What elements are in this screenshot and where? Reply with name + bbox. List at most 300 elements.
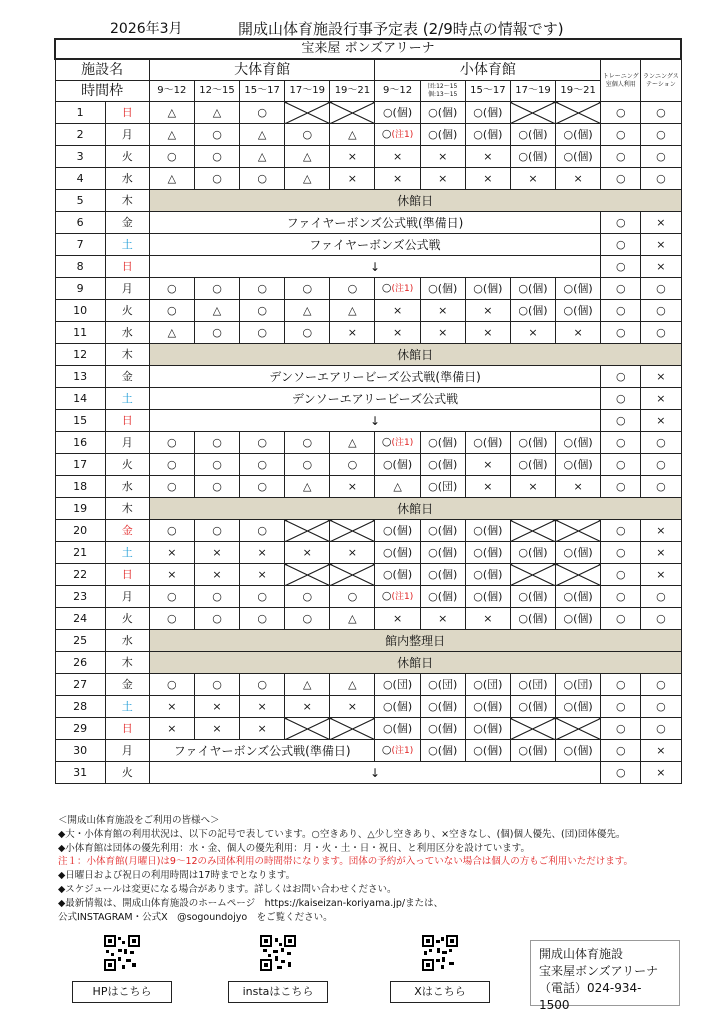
large-gym-slot: 9～12 xyxy=(149,81,194,102)
day-of-week: 月 xyxy=(105,278,149,300)
day-of-week: 木 xyxy=(105,498,149,520)
page-header xyxy=(0,14,724,38)
unavailable-cell xyxy=(285,520,330,542)
unavailable-cell xyxy=(556,718,601,740)
slot-status: ○(個) xyxy=(556,586,601,608)
contact-phone: （電話）024-934-1500 xyxy=(539,981,642,1012)
event-banner: デンソーエアリービーズ公式戦(準備日) xyxy=(149,366,600,388)
note-line: ◆小体育館は団体の優先利用：水・金、個人の優先利用：月・火・土・日・祝日、と利用区分を設けています。 xyxy=(58,842,531,854)
day-number: 20 xyxy=(55,520,105,542)
slot-status: ○ xyxy=(601,300,641,322)
note-line: 公式INSTAGRAM・公式X @sogoundojyo をご覧ください。 xyxy=(58,911,333,923)
slot-status: ○(個) xyxy=(375,542,420,564)
event-banner: ファイヤーボンズ公式戦(準備日) xyxy=(149,212,600,234)
slot-status: ○ xyxy=(240,278,285,300)
slot-status: ○ xyxy=(641,696,681,718)
day-number: 7 xyxy=(55,234,105,256)
slot-status: ○ xyxy=(641,608,681,630)
unavailable-cell xyxy=(330,520,375,542)
slot-status: ○ xyxy=(149,146,194,168)
day-number: 9 xyxy=(55,278,105,300)
slot-status: × xyxy=(240,564,285,586)
day-of-week: 火 xyxy=(105,454,149,476)
event-banner: ↓ xyxy=(149,256,600,278)
slot-status: × xyxy=(375,300,420,322)
unavailable-cell xyxy=(330,718,375,740)
slot-status: ○(個) xyxy=(556,696,601,718)
note1-mark: (注1) xyxy=(391,130,414,140)
slot-status: △ xyxy=(285,146,330,168)
closed-day-banner: 休館日 xyxy=(149,498,681,520)
slot-status: ○ xyxy=(149,476,194,498)
small-gym-slot: 団:12～15 個:13～15 xyxy=(420,81,465,102)
day-row xyxy=(55,432,681,454)
slot-status: ○ xyxy=(149,674,194,696)
slot-status: ○(個) xyxy=(556,146,601,168)
event-banner: ↓ xyxy=(149,762,600,784)
venue-name: 宝来屋 ボンズアリーナ xyxy=(55,39,681,59)
note1-mark: (注1) xyxy=(391,746,414,756)
slot-status: ○ xyxy=(149,300,194,322)
schedule-table xyxy=(54,38,682,784)
slot-status: ○(団) xyxy=(556,674,601,696)
slot-status: ○(個) xyxy=(375,696,420,718)
slot-status: ○(個) xyxy=(510,586,555,608)
slot-status: ○ xyxy=(641,168,681,190)
slot-status: ○ xyxy=(601,278,641,300)
status-mark: ○ xyxy=(381,589,392,602)
slot-status: ○(個) xyxy=(465,520,510,542)
slot-status: ○(個) xyxy=(420,564,465,586)
slot-status: ○ xyxy=(330,454,375,476)
slot-status: ○(個) xyxy=(510,454,555,476)
day-of-week: 日 xyxy=(105,718,149,740)
day-row xyxy=(55,124,681,146)
slot-status: ○ xyxy=(149,432,194,454)
slot-status: × xyxy=(465,476,510,498)
slot-status: ○ xyxy=(641,102,681,124)
event-banner: デンソーエアリービーズ公式戦 xyxy=(149,388,600,410)
slot-status: △ xyxy=(285,300,330,322)
slot-status: ○ xyxy=(285,278,330,300)
day-row xyxy=(55,344,681,366)
slot-status: × xyxy=(510,168,555,190)
day-of-week: 土 xyxy=(105,542,149,564)
slot-status: × xyxy=(510,476,555,498)
slot-status: ○(個) xyxy=(375,454,420,476)
small-gym-slot: 15～17 xyxy=(465,81,510,102)
day-number: 6 xyxy=(55,212,105,234)
slot-status: × xyxy=(240,718,285,740)
day-number: 11 xyxy=(55,322,105,344)
slot-status: ○(個) xyxy=(420,740,465,762)
day-of-week: 火 xyxy=(105,146,149,168)
page-title: 開成山体育施設行事予定表 (2/9時点の情報です) xyxy=(238,20,564,38)
slot-status: ○ xyxy=(601,564,641,586)
day-number: 1 xyxy=(55,102,105,124)
slot-status: ○ xyxy=(641,432,681,454)
qr-code-icon xyxy=(422,935,458,971)
slot-status: ○ xyxy=(240,300,285,322)
slot-status: ○ xyxy=(149,608,194,630)
day-of-week: 木 xyxy=(105,652,149,674)
slot-status: ○(個) xyxy=(510,696,555,718)
unavailable-cell xyxy=(330,102,375,124)
unavailable-cell xyxy=(330,564,375,586)
unavailable-cell xyxy=(556,102,601,124)
slot-status: × xyxy=(465,168,510,190)
qr-code-icon xyxy=(260,935,296,971)
slot-status: × xyxy=(465,300,510,322)
small-gym-slot: 9～12 xyxy=(375,81,420,102)
slot-status: ○ xyxy=(601,454,641,476)
large-gym-slot: 19～21 xyxy=(330,81,375,102)
x-link-box[interactable] xyxy=(390,935,490,1003)
day-number: 31 xyxy=(55,762,105,784)
slot-status xyxy=(375,278,420,300)
slot-status: ○(個) xyxy=(510,146,555,168)
slot-status: × xyxy=(240,696,285,718)
slot-status: ○ xyxy=(240,520,285,542)
facility-label: 施設名 xyxy=(55,59,149,81)
slot-status: ○(個) xyxy=(465,740,510,762)
day-of-week: 金 xyxy=(105,674,149,696)
day-row xyxy=(55,608,681,630)
slot-status: ○ xyxy=(601,432,641,454)
slot-status: ○(個) xyxy=(420,586,465,608)
large-gym-slot: 17～19 xyxy=(285,81,330,102)
slot-status: ○ xyxy=(641,674,681,696)
slot-status: × xyxy=(330,542,375,564)
slot-status: × xyxy=(556,322,601,344)
day-of-week: 火 xyxy=(105,300,149,322)
slot-status: △ xyxy=(149,322,194,344)
slot-status: ○ xyxy=(601,124,641,146)
slot-status: ○ xyxy=(601,146,641,168)
slot-status: ○ xyxy=(601,696,641,718)
slot-status: × xyxy=(641,564,681,586)
unavailable-cell xyxy=(556,564,601,586)
contact-facility: 開成山体育施設 xyxy=(539,947,624,961)
slot-status: × xyxy=(194,696,239,718)
day-of-week: 土 xyxy=(105,696,149,718)
slot-status: ○(個) xyxy=(420,278,465,300)
unavailable-cell xyxy=(285,564,330,586)
contact-arena: 宝来屋ボンズアリーナ xyxy=(539,964,659,978)
slot-status: ○(個) xyxy=(420,718,465,740)
day-of-week: 月 xyxy=(105,586,149,608)
day-of-week: 日 xyxy=(105,102,149,124)
note1-mark: (注1) xyxy=(391,438,414,448)
slot-status: ○(個) xyxy=(556,300,601,322)
day-row xyxy=(55,454,681,476)
slot-status: ○(個) xyxy=(510,300,555,322)
unavailable-cell xyxy=(510,564,555,586)
day-row xyxy=(55,476,681,498)
slot-status: ○ xyxy=(601,718,641,740)
slot-status: ○(個) xyxy=(375,564,420,586)
large-gym-slot: 15～17 xyxy=(240,81,285,102)
time-slot-label: 時間枠 xyxy=(55,81,149,102)
slot-status: ○ xyxy=(240,674,285,696)
note-line: ◆最新情報は、開成山体育施設のホームページ https://kaiseizan-koriyama.jp/または、 xyxy=(58,897,444,909)
slot-status: ○(個) xyxy=(420,102,465,124)
qr-code-icon xyxy=(104,935,140,971)
slot-status: ○ xyxy=(330,278,375,300)
hp-link-label[interactable]: HPはこちら xyxy=(72,981,172,1003)
slot-status: ○ xyxy=(194,146,239,168)
slot-status: × xyxy=(149,718,194,740)
slot-status: ○ xyxy=(601,520,641,542)
slot-status: × xyxy=(375,146,420,168)
slot-status: ○ xyxy=(641,278,681,300)
slot-status: ○ xyxy=(194,608,239,630)
slot-status: ○(個) xyxy=(556,454,601,476)
status-mark: ○ xyxy=(381,743,392,756)
notes-section xyxy=(58,814,718,924)
day-number: 26 xyxy=(55,652,105,674)
slot-status: ○ xyxy=(194,124,239,146)
slot-status: × xyxy=(149,696,194,718)
day-row xyxy=(55,740,681,762)
slot-status: ○ xyxy=(330,586,375,608)
slot-status: × xyxy=(375,608,420,630)
slot-status: ○ xyxy=(240,322,285,344)
large-gym-header: 大体育館 xyxy=(149,59,375,81)
slot-status: × xyxy=(641,366,681,388)
day-row xyxy=(55,190,681,212)
slot-status: △ xyxy=(194,300,239,322)
day-of-week: 木 xyxy=(105,190,149,212)
slot-status: × xyxy=(420,146,465,168)
day-row xyxy=(55,388,681,410)
slot-status: ○(団) xyxy=(375,674,420,696)
slot-status: △ xyxy=(149,102,194,124)
slot-status: × xyxy=(641,212,681,234)
day-number: 30 xyxy=(55,740,105,762)
day-number: 16 xyxy=(55,432,105,454)
day-number: 12 xyxy=(55,344,105,366)
slot-status xyxy=(375,740,420,762)
slot-status: ○(個) xyxy=(420,454,465,476)
slot-status: ○(個) xyxy=(465,696,510,718)
event-banner: ↓ xyxy=(149,410,600,432)
slot-status: ○ xyxy=(601,256,641,278)
slot-status: ○(個) xyxy=(510,278,555,300)
day-of-week: 日 xyxy=(105,256,149,278)
note-line: ◆日曜日および祝日の利用時間は17時までとなります。 xyxy=(58,870,296,882)
slot-status: × xyxy=(420,168,465,190)
day-number: 22 xyxy=(55,564,105,586)
slot-status: ○ xyxy=(240,608,285,630)
unavailable-cell xyxy=(556,520,601,542)
unavailable-cell xyxy=(510,718,555,740)
slot-status: × xyxy=(556,168,601,190)
slot-status: ○ xyxy=(194,168,239,190)
slot-status: △ xyxy=(240,146,285,168)
slot-status: ○ xyxy=(601,586,641,608)
slot-status: ○(個) xyxy=(556,278,601,300)
slot-status: × xyxy=(465,146,510,168)
day-number: 17 xyxy=(55,454,105,476)
slot-status: × xyxy=(149,564,194,586)
slot-status: × xyxy=(510,322,555,344)
slot-status: × xyxy=(240,542,285,564)
slot-status: ○ xyxy=(601,608,641,630)
day-row xyxy=(55,630,681,652)
slot-status: ○ xyxy=(149,278,194,300)
slot-status: △ xyxy=(330,432,375,454)
slot-status: ○(個) xyxy=(375,102,420,124)
slot-status: △ xyxy=(285,476,330,498)
closed-day-banner: 休館日 xyxy=(149,344,681,366)
day-number: 19 xyxy=(55,498,105,520)
slot-status: ○ xyxy=(641,476,681,498)
slot-status: ○(個) xyxy=(465,432,510,454)
slot-status: ○ xyxy=(601,322,641,344)
unavailable-cell xyxy=(285,102,330,124)
slot-status: △ xyxy=(149,124,194,146)
slot-status: ○ xyxy=(601,168,641,190)
slot-status: ○(個) xyxy=(556,608,601,630)
slot-status: ○ xyxy=(240,586,285,608)
event-banner: ファイヤーボンズ公式戦 xyxy=(149,234,600,256)
slot-status: △ xyxy=(330,300,375,322)
slot-status: × xyxy=(641,542,681,564)
x-link-label[interactable]: Xはこちら xyxy=(390,981,490,1003)
slot-status: × xyxy=(641,520,681,542)
slot-status: ○(個) xyxy=(420,696,465,718)
slot-status: × xyxy=(375,322,420,344)
slot-status: ○ xyxy=(601,476,641,498)
slot-status: ○(個) xyxy=(465,542,510,564)
slot-status: ○ xyxy=(601,410,641,432)
slot-status: ○(個) xyxy=(510,542,555,564)
slot-status: △ xyxy=(330,608,375,630)
slot-status: ○(個) xyxy=(556,432,601,454)
day-of-week: 月 xyxy=(105,740,149,762)
small-gym-slot: 19～21 xyxy=(556,81,601,102)
slot-status: ○ xyxy=(601,740,641,762)
slot-status: × xyxy=(641,740,681,762)
large-gym-slot: 12～15 xyxy=(194,81,239,102)
slot-status: × xyxy=(420,608,465,630)
day-row xyxy=(55,146,681,168)
slot-status: ○(個) xyxy=(465,278,510,300)
day-row xyxy=(55,278,681,300)
note-line: ◆スケジュールは変更になる場合があります。詳しくはお問い合わせください。 xyxy=(58,883,397,895)
day-number: 14 xyxy=(55,388,105,410)
slot-status: × xyxy=(641,410,681,432)
slot-status: △ xyxy=(330,674,375,696)
closed-day-banner: 館内整理日 xyxy=(149,630,681,652)
day-number: 28 xyxy=(55,696,105,718)
day-of-week: 土 xyxy=(105,388,149,410)
day-of-week: 水 xyxy=(105,476,149,498)
hp-link-box[interactable] xyxy=(72,935,172,1003)
slot-status: ○(個) xyxy=(420,124,465,146)
slot-status: ○ xyxy=(149,520,194,542)
slot-status: ○ xyxy=(641,146,681,168)
slot-status: ○ xyxy=(194,278,239,300)
slot-status: ○(団) xyxy=(420,476,465,498)
day-number: 23 xyxy=(55,586,105,608)
day-number: 15 xyxy=(55,410,105,432)
slot-status xyxy=(375,432,420,454)
day-row xyxy=(55,168,681,190)
slot-status: ○(個) xyxy=(510,608,555,630)
day-of-week: 日 xyxy=(105,564,149,586)
slot-status: ○ xyxy=(240,432,285,454)
day-row xyxy=(55,300,681,322)
slot-status: × xyxy=(465,322,510,344)
slot-status: ○ xyxy=(240,168,285,190)
day-row xyxy=(55,586,681,608)
note1-mark: (注1) xyxy=(391,284,414,294)
slot-status: ○(個) xyxy=(465,586,510,608)
slot-status: ○ xyxy=(194,520,239,542)
slot-status: ○ xyxy=(194,586,239,608)
day-of-week: 土 xyxy=(105,234,149,256)
slot-status: △ xyxy=(285,168,330,190)
day-row xyxy=(55,718,681,740)
day-number: 2 xyxy=(55,124,105,146)
running-station-header: ランニングステーション xyxy=(641,59,681,102)
slot-status: ○ xyxy=(240,102,285,124)
slot-status: △ xyxy=(240,124,285,146)
slot-status: △ xyxy=(194,102,239,124)
day-row xyxy=(55,234,681,256)
day-number: 8 xyxy=(55,256,105,278)
slot-status: △ xyxy=(285,674,330,696)
slot-status: ○(団) xyxy=(510,674,555,696)
unavailable-cell xyxy=(285,718,330,740)
slot-status: ○ xyxy=(194,322,239,344)
slot-status: × xyxy=(149,542,194,564)
day-number: 13 xyxy=(55,366,105,388)
day-of-week: 火 xyxy=(105,608,149,630)
slot-status: ○ xyxy=(240,476,285,498)
slot-status: ○ xyxy=(194,674,239,696)
insta-link-box[interactable] xyxy=(228,935,328,1003)
day-row xyxy=(55,762,681,784)
slot-status: ○(団) xyxy=(465,674,510,696)
insta-link-label[interactable]: instaはこちら xyxy=(228,981,328,1003)
day-number: 4 xyxy=(55,168,105,190)
slot-status: ○ xyxy=(240,454,285,476)
note1-mark: (注1) xyxy=(391,592,414,602)
day-number: 3 xyxy=(55,146,105,168)
slot-status: ○ xyxy=(601,102,641,124)
event-banner: ファイヤーボンズ公式戦(準備日) xyxy=(149,740,375,762)
day-number: 27 xyxy=(55,674,105,696)
slot-status: × xyxy=(330,168,375,190)
slot-status: ○ xyxy=(641,586,681,608)
slot-status: × xyxy=(194,718,239,740)
day-row xyxy=(55,410,681,432)
slot-status: ○ xyxy=(601,762,641,784)
slot-status: ○ xyxy=(285,432,330,454)
slot-status: ○ xyxy=(194,432,239,454)
day-number: 24 xyxy=(55,608,105,630)
slot-status: ○(個) xyxy=(510,432,555,454)
small-gym-slot: 17～19 xyxy=(510,81,555,102)
slot-status: ○ xyxy=(601,674,641,696)
status-mark: ○ xyxy=(381,281,392,294)
day-of-week: 水 xyxy=(105,630,149,652)
slot-status: ○ xyxy=(285,124,330,146)
slot-status: × xyxy=(641,234,681,256)
